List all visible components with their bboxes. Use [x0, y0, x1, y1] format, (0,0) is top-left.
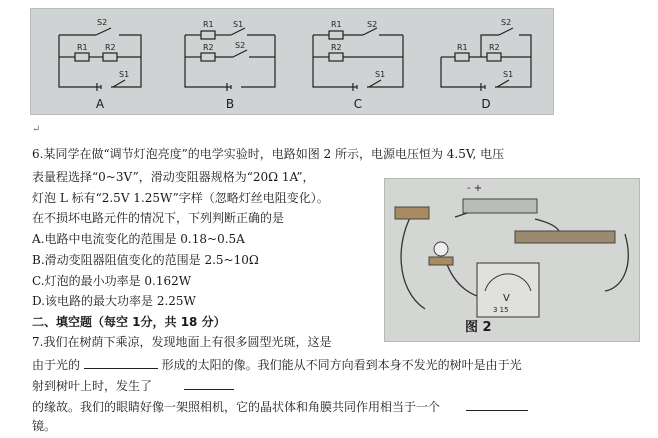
circuit-d-s1: S1	[503, 70, 514, 79]
circuit-b-s2: S2	[235, 41, 246, 50]
q7-line-3	[32, 377, 234, 394]
circuit-c-diagram	[299, 15, 417, 95]
voltmeter-scale: 3 15	[493, 306, 509, 314]
circuit-a-r1: R1	[77, 43, 88, 52]
q6-line-2: 表量程选择“0~3V”，滑动变阻器规格为“20Ω 1A”，	[32, 170, 315, 184]
q6-line-1: 6.某同学在做“调节灯泡亮度”的电学实验时，电路如图 2 所示，电源电压恒为 4.5V, 电压	[32, 147, 505, 161]
circuit-a	[41, 15, 159, 111]
q7-line-4-start: 的缘故。我们的眼睛好像一架照相机，它的晶状体和角膜共同作用相当于一个	[32, 400, 441, 414]
circuit-b	[171, 15, 289, 111]
circuit-c-r1: R1	[331, 20, 342, 29]
battery-pack	[463, 199, 537, 213]
circuit-d-diagram	[427, 15, 545, 95]
q7-line-1: 7.我们在树荫下乘凉，发现地面上有很多圆型光斑，这是	[32, 335, 332, 349]
q6-line-4: 在不损坏电路元件的情况下，下列判断正确的是	[32, 211, 285, 225]
circuit-c-label: C	[353, 97, 363, 111]
q7-line-3-start: 射到树叶上时，发生了	[32, 379, 153, 393]
q7-blank-2[interactable]	[184, 377, 234, 390]
q7-blank-1[interactable]	[84, 356, 158, 369]
circuit-d	[427, 15, 545, 111]
figure-2-diagram	[385, 179, 639, 341]
circuit-c-s1: S1	[375, 70, 386, 79]
q7-line-2-end: 形成的太阳的像。我们能从不同方向看到本身不发光的树叶是由于光	[161, 358, 522, 372]
q7-line-2	[32, 356, 522, 373]
circuit-c	[299, 15, 417, 111]
switch	[395, 207, 429, 219]
circuit-d-r2: R2	[489, 43, 500, 52]
voltmeter-label: V	[503, 293, 510, 304]
circuit-d-s2: S2	[501, 18, 512, 27]
circuit-c-s2: S2	[367, 20, 378, 29]
section-heading: 二、填空题（每空 1分，共 18 分）	[32, 315, 226, 329]
battery-signs: - +	[467, 183, 483, 194]
q6-option-b: B.滑动变阻器阻值变化的范围是 2.5~10Ω	[32, 253, 259, 267]
figure-2-photo	[384, 178, 640, 342]
circuit-b-r2: R2	[203, 43, 214, 52]
q7-line-5: 镜。	[32, 419, 57, 433]
q6-line-3: 灯泡 L 标有“2.5V 1.25W”字样（忽略灯丝电阻变化）。	[32, 191, 329, 205]
return-mark: ↵	[32, 124, 41, 135]
q6-option-c: C.灯泡的最小功率是 0.162W	[32, 274, 192, 288]
circuit-b-diagram	[171, 15, 289, 95]
circuit-d-label: D	[481, 97, 491, 111]
circuit-b-label: B	[225, 97, 235, 111]
circuit-b-r1: R1	[203, 20, 214, 29]
bulb-icon	[434, 242, 448, 256]
q6-option-a: A.电路中电流变化的范围是 0.18~0.5A	[32, 232, 245, 246]
q6-option-d: D.该电路的最大功率是 2.25W	[32, 294, 196, 308]
q7-line-2-start: 由于光的	[32, 358, 81, 372]
circuit-a-label: A	[95, 97, 105, 111]
q7-blank-3[interactable]	[466, 398, 528, 411]
circuit-a-r2: R2	[105, 43, 116, 52]
figure-2-label: 图 2	[465, 320, 492, 335]
circuit-b-s1: S1	[233, 20, 244, 29]
circuit-a-diagram	[41, 15, 159, 95]
circuit-a-s1: S1	[119, 70, 130, 79]
circuit-d-r1: R1	[457, 43, 468, 52]
circuit-c-r2: R2	[331, 43, 342, 52]
circuit-a-s2: S2	[97, 18, 108, 27]
circuit-options-photo	[30, 8, 554, 115]
q7-line-4	[32, 398, 528, 415]
slide-rheostat	[515, 231, 615, 243]
